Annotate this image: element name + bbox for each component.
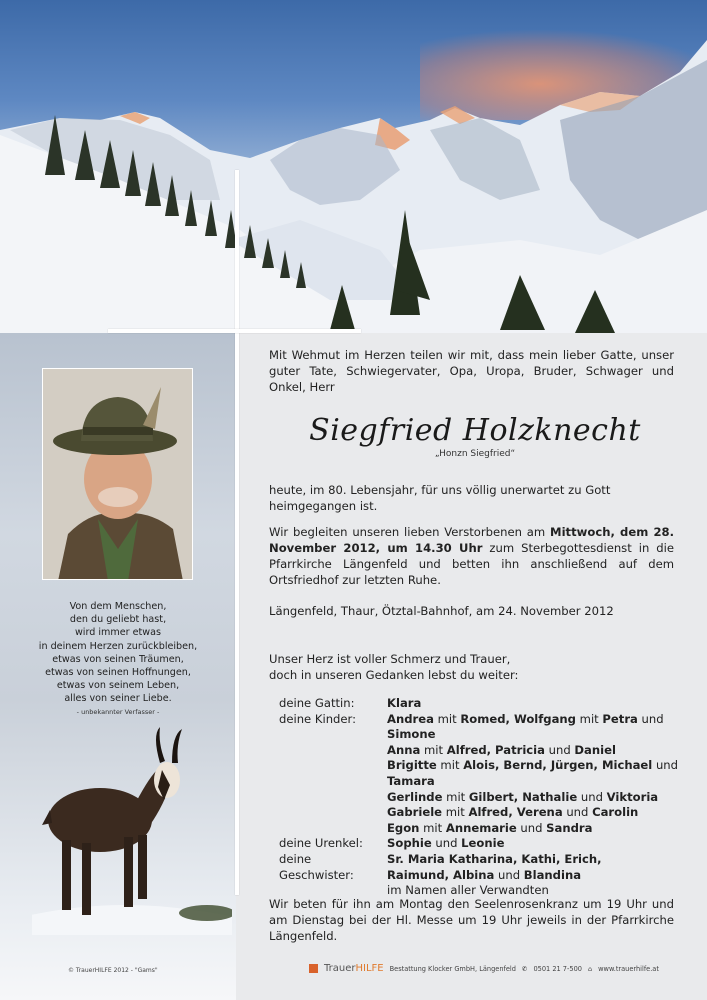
child-line: Egon mit Annemarie und Sandra — [387, 820, 593, 835]
family-list — [279, 696, 689, 899]
relation-label: deine Gattin: — [279, 696, 355, 710]
child-line: Anna mit Alfred, Patricia und Daniel — [387, 742, 616, 757]
website: www.trauerhilfe.at — [598, 964, 659, 973]
prayer-text: Wir beten für ihn am Montag den Seelenrosenkranz um 19 Uhr und am Dienstag bei der Hl. Messe um 19 Uhr jeweils in der Pfarrkirche Längenfeld. — [269, 897, 674, 943]
grief-line: Unser Herz ist voller Schmerz und Trauer, — [269, 652, 511, 666]
relatives-line: im Namen aller Verwandten — [387, 883, 549, 898]
relation-label: deine Geschwister: — [279, 851, 354, 882]
copyright-note: © TrauerHILFE 2012 - "Gams" — [68, 967, 158, 974]
child-line: Andrea mit Romed, Wolfgang mit Petra und Simone — [387, 711, 664, 742]
funeral-pre: Wir begleiten unseren lieben Verstorbenen am — [269, 525, 551, 539]
relation-names: Sophie und Leonie — [387, 836, 505, 851]
web-icon: ⌂ — [587, 964, 593, 973]
poem-line: den du geliebt hast, — [69, 614, 167, 626]
funeral-info — [269, 524, 674, 588]
portrait-photo — [42, 368, 193, 580]
cross-vertical — [235, 170, 239, 895]
family-row-kinder — [279, 712, 689, 837]
poem-line: Von dem Menschen, — [69, 601, 167, 612]
relation-label: deine Urenkel: — [279, 836, 363, 851]
chamois-image — [32, 725, 232, 935]
poem-author: - unbekannter Verfasser - — [76, 707, 160, 716]
poem-line: alles von seiner Liebe. — [64, 693, 172, 705]
poem — [20, 600, 216, 719]
cross-horizontal — [108, 329, 361, 333]
relation-names — [387, 712, 689, 837]
poem-line: in deinem Herzen zurückbleiben, — [38, 640, 198, 652]
place-date: Längenfeld, Thaur, Ötztal-Bahnhof, am 24. November 2012 — [269, 604, 614, 618]
child-line: Brigitte mit Alois, Bernd, Jürgen, Michael und Tamara — [387, 758, 679, 788]
grief-text — [269, 651, 674, 683]
family-row-geschwister — [279, 852, 689, 899]
intro-text: Mit Wehmut im Herzen teilen wir mit, dass mein lieber Gatte, unser guter Tate, Schwiegervater, Opa, Uropa, Bruder, Schwager und Onkel, Herr — [269, 348, 674, 394]
poem-line: etwas von seinen Hoffnungen, — [45, 667, 191, 679]
family-row-urenkel — [279, 836, 689, 852]
company-name: Bestattung Klocker GmbH, Längenfeld — [389, 964, 516, 973]
mountain-scene — [0, 0, 707, 333]
footer — [309, 963, 659, 974]
brand-name: TrauerHILFE — [324, 963, 384, 974]
phone-icon: ✆ — [521, 964, 528, 973]
relation-names: Klara — [387, 696, 422, 710]
death-notice: heute, im 80. Lebensjahr, für uns völlig unerwartet zu Gott heimgegangen ist. — [269, 483, 611, 513]
family-row-gattin — [279, 696, 689, 712]
poem-line: wird immer etwas — [74, 627, 162, 639]
deceased-nickname: „Honzn Siegfried“ — [434, 449, 516, 459]
funeral-post: zum Sterbegottesdienst in die Pfarrkirche Längenfeld und betten ihn anschließend auf dem Ortsfriedhof zur letzten Ruhe. — [269, 541, 674, 587]
poem-line: etwas von seinen Träumen, — [52, 653, 184, 665]
grief-line: doch in unseren Gedanken lebst du weiter: — [269, 668, 519, 682]
funeral-date: Mittwoch, dem 28. November 2012, um 14.30 Uhr — [269, 525, 675, 555]
relation-label: deine Kinder: — [279, 711, 357, 726]
deceased-name: Siegfried Holzknecht — [309, 413, 641, 448]
child-line: Gabriele mit Alfred, Verena und Carolin — [387, 805, 639, 820]
poem-line: etwas von seinem Leben, — [56, 680, 180, 692]
phone-number: 0501 21 7-500 — [533, 964, 582, 973]
relation-names: Sr. Maria Katharina, Kathi, Erich, Raimund, Albina und Blandina im Namen aller Verwandten — [387, 852, 689, 899]
child-line: Gerlinde mit Gilbert, Nathalie und Viktoria — [387, 789, 659, 804]
trauerhilfe-logo-icon — [309, 964, 318, 973]
